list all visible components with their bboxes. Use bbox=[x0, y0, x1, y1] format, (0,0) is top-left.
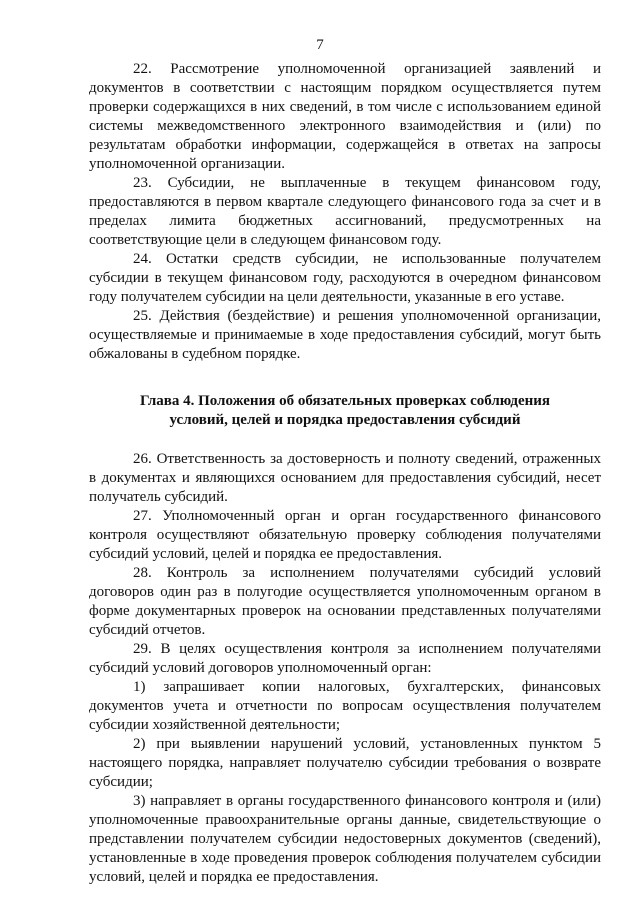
paragraph-24: 24. Остатки средств субсидии, не использованные получателем субсидии в текущем финансовом году, расходуются в очередном финансовом году получателем субсидии на цели деятельности, указанные в его уставе. bbox=[89, 251, 601, 305]
chapter-heading-line-2: условий, целей и порядка предоставления субсидий bbox=[169, 412, 521, 428]
paragraph-28: 28. Контроль за исполнением получателями субсидий условий договоров один раз в полугодие осуществляется уполномоченным органом в форме документарных проверок на основании представленных получателями субсидий отчетов. bbox=[89, 565, 601, 638]
document-body bbox=[89, 60, 601, 887]
page-number: 7 bbox=[316, 37, 324, 53]
paragraph-26: 26. Ответственность за достоверность и полноту сведений, отраженных в документах и являющихся основанием для предоставления субсидий, несет получатель субсидий. bbox=[89, 451, 601, 505]
paragraph-23: 23. Субсидии, не выплаченные в текущем финансовом году, предоставляются в первом квартале следующего финансового года за счет и в пределах лимита бюджетных ассигнований, предусмотренных на соответствующие цели в следующем финансовом году. bbox=[89, 175, 601, 248]
chapter-heading-line-1: Глава 4. Положения об обязательных проверках соблюдения bbox=[139, 393, 551, 409]
paragraph-25: 25. Действия (бездействие) и решения уполномоченной организации, осуществляемые и принимаемые в ходе предоставления субсидий, могут быть обжалованы в судебном порядке. bbox=[89, 308, 601, 362]
paragraph-22: 22. Рассмотрение уполномоченной организацией заявлений и документов в соответствии с настоящим порядком осуществляется путем проверки содержащихся в них сведений, в том числе с использованием единой системы межведомственного электронного взаимодействия и (или) по результатам обработки информации, содержащейся в ответах на запросы уполномоченной организации. bbox=[89, 61, 601, 172]
list-item-2: 2) при выявлении нарушений условий, установленных пунктом 5 настоящего порядка, направляет получателю субсидии требования о возврате субсидии; bbox=[89, 736, 601, 790]
paragraph-27: 27. Уполномоченный орган и орган государственного финансового контроля осуществляют обязательную проверку соблюдения получателями субсидий условий, целей и порядка ее предоставления. bbox=[89, 508, 601, 562]
paragraph-29: 29. В целях осуществления контроля за исполнением получателями субсидий условий договоров уполномоченный орган: bbox=[89, 641, 601, 676]
list-item-3: 3) направляет в органы государственного финансового контроля и (или) уполномоченные правоохранительные органы данные, свидетельствующие о представлении получателем субсидии недостоверных документов (сведений), установленные в ходе проведения проверок соблюдения получателем субсидии условий, целей и порядка ее предоставления. bbox=[89, 793, 601, 885]
chapter-heading bbox=[89, 392, 601, 430]
list-item-1: 1) запрашивает копии налоговых, бухгалтерских, финансовых документов учета и отчетности по вопросам осуществления получателем субсидии хозяйственной деятельности; bbox=[89, 679, 601, 733]
